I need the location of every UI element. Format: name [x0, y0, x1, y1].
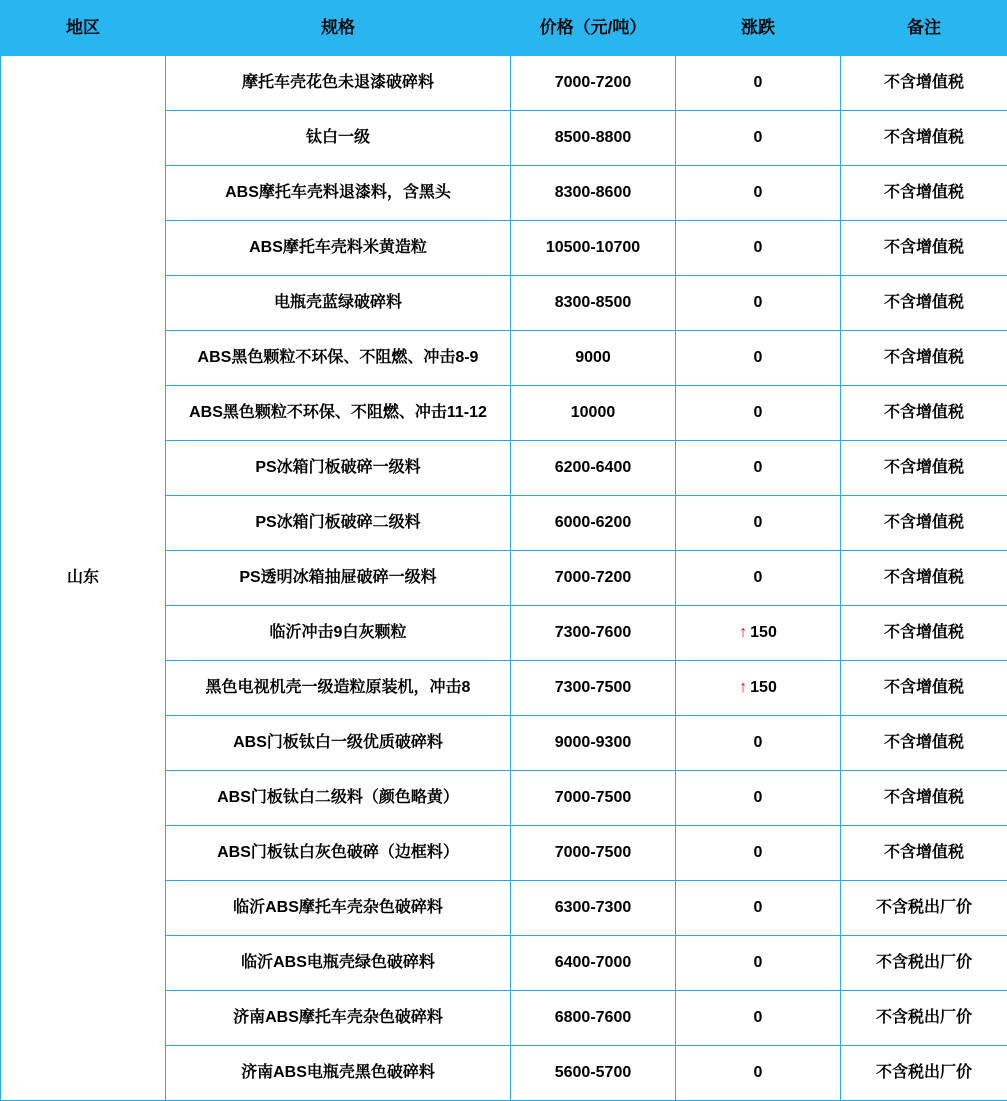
spec-cell: 钛白一级 — [166, 111, 511, 166]
price-cell: 9000 — [511, 331, 676, 386]
spec-cell: PS冰箱门板破碎一级料 — [166, 441, 511, 496]
change-cell: 0 — [676, 991, 841, 1046]
table-body — [1, 56, 1007, 1101]
remark-cell: 不含增值税 — [841, 551, 1007, 606]
change-cell: 0 — [676, 166, 841, 221]
price-cell: 7000-7500 — [511, 771, 676, 826]
spec-cell: ABS门板钛白灰色破碎（边框料） — [166, 826, 511, 881]
remark-cell: 不含税出厂价 — [841, 1046, 1007, 1101]
price-cell: 5600-5700 — [511, 1046, 676, 1101]
price-cell: 7300-7600 — [511, 606, 676, 661]
change-cell: 0 — [676, 881, 841, 936]
spec-cell: ABS黑色颗粒不环保、不阻燃、冲击11-12 — [166, 386, 511, 441]
spec-cell: PS透明冰箱抽屉破碎一级料 — [166, 551, 511, 606]
change-cell: 0 — [676, 936, 841, 991]
price-cell: 8500-8800 — [511, 111, 676, 166]
table-row — [1, 56, 1007, 111]
remark-cell: 不含增值税 — [841, 716, 1007, 771]
change-cell: 0 — [676, 1046, 841, 1101]
remark-cell: 不含税出厂价 — [841, 991, 1007, 1046]
change-cell: 0 — [676, 276, 841, 331]
remark-cell: 不含税出厂价 — [841, 881, 1007, 936]
spec-cell: ABS门板钛白一级优质破碎料 — [166, 716, 511, 771]
remark-cell: 不含增值税 — [841, 111, 1007, 166]
change-cell: 0 — [676, 331, 841, 386]
price-cell: 9000-9300 — [511, 716, 676, 771]
change-cell: 0 — [676, 716, 841, 771]
price-cell: 6400-7000 — [511, 936, 676, 991]
price-cell: 7000-7200 — [511, 551, 676, 606]
price-cell: 8300-8500 — [511, 276, 676, 331]
change-value: 150 — [750, 679, 777, 696]
spec-cell: ABS门板钛白二级料（颜色略黄） — [166, 771, 511, 826]
change-cell: 0 — [676, 441, 841, 496]
remark-cell: 不含增值税 — [841, 166, 1007, 221]
region-cell: 山东 — [1, 56, 166, 1101]
column-header-region: 地区 — [1, 1, 166, 56]
change-cell: 0 — [676, 826, 841, 881]
arrow-up-icon: ↑ — [739, 679, 747, 696]
spec-cell: 临沂ABS摩托车壳杂色破碎料 — [166, 881, 511, 936]
spec-cell: 摩托车壳花色未退漆破碎料 — [166, 56, 511, 111]
spec-cell: ABS摩托车壳料米黄造粒 — [166, 221, 511, 276]
price-cell: 10000 — [511, 386, 676, 441]
remark-cell: 不含增值税 — [841, 771, 1007, 826]
change-cell: 0 — [676, 496, 841, 551]
change-cell: 0 — [676, 386, 841, 441]
price-cell: 6300-7300 — [511, 881, 676, 936]
column-header-price: 价格（元/吨） — [511, 1, 676, 56]
change-cell — [676, 661, 841, 716]
spec-cell: 临沂冲击9白灰颗粒 — [166, 606, 511, 661]
price-cell: 6800-7600 — [511, 991, 676, 1046]
price-cell: 10500-10700 — [511, 221, 676, 276]
remark-cell: 不含增值税 — [841, 441, 1007, 496]
change-cell: 0 — [676, 111, 841, 166]
price-cell: 7000-7500 — [511, 826, 676, 881]
change-cell: 0 — [676, 551, 841, 606]
remark-cell: 不含增值税 — [841, 496, 1007, 551]
column-header-spec: 规格 — [166, 1, 511, 56]
remark-cell: 不含增值税 — [841, 56, 1007, 111]
table-header-row — [1, 1, 1007, 56]
price-cell: 7000-7200 — [511, 56, 676, 111]
arrow-up-icon: ↑ — [739, 624, 747, 641]
column-header-remark: 备注 — [841, 1, 1007, 56]
remark-cell: 不含增值税 — [841, 606, 1007, 661]
price-cell: 8300-8600 — [511, 166, 676, 221]
spec-cell: 临沂ABS电瓶壳绿色破碎料 — [166, 936, 511, 991]
remark-cell: 不含增值税 — [841, 276, 1007, 331]
spec-cell: 济南ABS电瓶壳黑色破碎料 — [166, 1046, 511, 1101]
change-cell — [676, 606, 841, 661]
spec-cell: 黑色电视机壳一级造粒原装机，冲击8 — [166, 661, 511, 716]
change-cell: 0 — [676, 221, 841, 276]
remark-cell: 不含增值税 — [841, 661, 1007, 716]
spec-cell: 济南ABS摩托车壳杂色破碎料 — [166, 991, 511, 1046]
price-cell: 6000-6200 — [511, 496, 676, 551]
spec-cell: ABS摩托车壳料退漆料，含黑头 — [166, 166, 511, 221]
column-header-change: 涨跌 — [676, 1, 841, 56]
spec-cell: ABS黑色颗粒不环保、不阻燃、冲击8-9 — [166, 331, 511, 386]
remark-cell: 不含税出厂价 — [841, 936, 1007, 991]
price-cell: 7300-7500 — [511, 661, 676, 716]
change-value: 150 — [750, 624, 777, 641]
price-cell: 6200-6400 — [511, 441, 676, 496]
change-cell: 0 — [676, 56, 841, 111]
spec-cell: PS冰箱门板破碎二级料 — [166, 496, 511, 551]
remark-cell: 不含增值税 — [841, 826, 1007, 881]
remark-cell: 不含增值税 — [841, 331, 1007, 386]
spec-cell: 电瓶壳蓝绿破碎料 — [166, 276, 511, 331]
change-cell: 0 — [676, 771, 841, 826]
remark-cell: 不含增值税 — [841, 386, 1007, 441]
remark-cell: 不含增值税 — [841, 221, 1007, 276]
table-header — [1, 1, 1007, 56]
